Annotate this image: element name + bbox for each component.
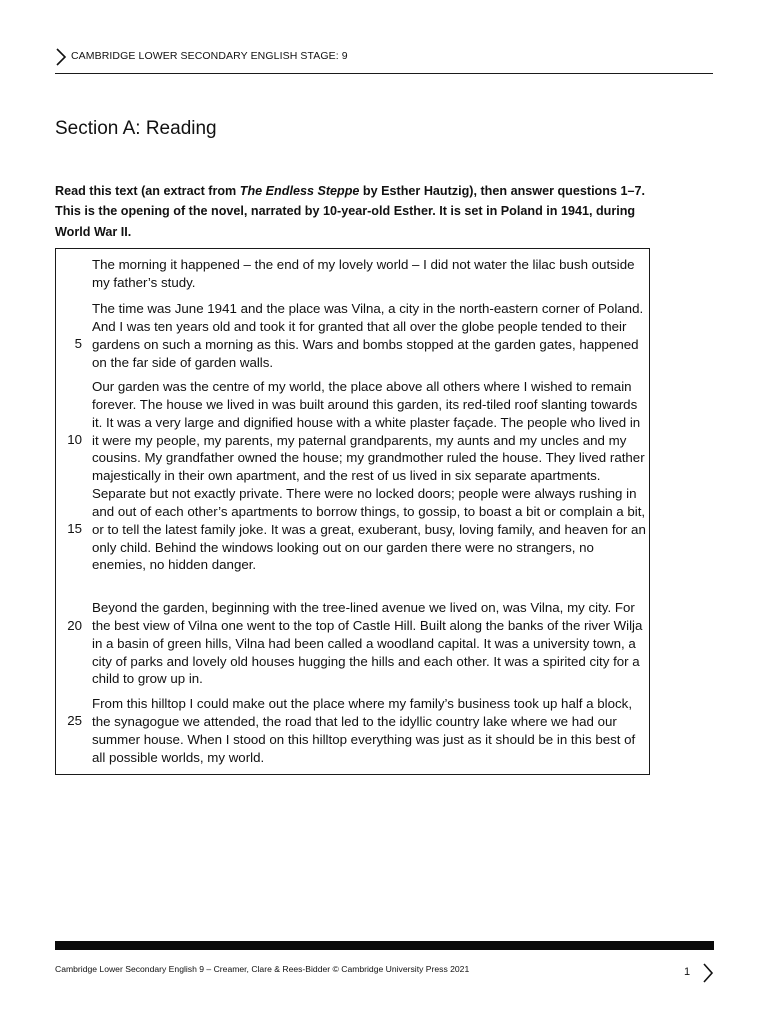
instructions-rest: by Esther Hautzig), then answer questions 1–7. This is the opening of the novel, narrated by 10-year-old Esther. It is set in Poland in 1941, during World War II. (55, 184, 645, 239)
extract-paragraph: Our garden was the centre of my world, the place above all others where I wished to remain forever. The house we lived in was built around this garden, its red-tiled roof slanting towards it. It was a very large and dignified house with a white plaster façade. The people who lived in it were my people, my parents, my paternal grandparents, my aunts and my uncles and my cousins. My grandfather owned the house; my grandmother ruled the house. They lived rather majestically in their own apartment, and the rest of us lived in six separate apartments. Separate but not exactly private. There were no locked doors; people were always rushing in and out of each other’s apartments to borrow things, to gossip, to boast a bit or complain a bit, or to tell the latest family joke. It was a great, exuberant, busy, loving family, and heaven for an only child. Behind the windows looking out on our garden there were no strangers, no enemies, no hidden danger. (92, 379, 646, 573)
line-number: 20 (67, 618, 82, 633)
running-header (55, 46, 713, 74)
section-title: Section A: Reading (55, 118, 217, 139)
line-number: 15 (67, 521, 82, 536)
extract-paragraph: The time was June 1941 and the place was Vilna, a city in the north-eastern corner of Poland. And I was ten years old and took it for granted that all over the globe people tended to their gardens on such a morning as this. Wars and bombs stopped at the garden gates, happened on the far side of garden walls. (92, 301, 644, 370)
page-number: 1 (684, 966, 691, 978)
line-number: 10 (67, 432, 82, 447)
extract-box (55, 248, 650, 775)
extract-paragraph: The morning it happened – the end of my lovely world – I did not water the lilac bush outside my father’s study. (92, 257, 635, 290)
footer-credit: Cambridge Lower Secondary English 9 – Creamer, Clare & Rees-Bidder © Cambridge University Press 2021 (55, 964, 470, 974)
extract-paragraph: From this hilltop I could make out the place where my family’s business took up half a block, the synagogue we attended, the road that led to the idyllic country lake where we had our summer house. When I stood on this hilltop everything was just as it should be in this best of all possible worlds, my world. (92, 696, 636, 765)
book-title: The Endless Steppe (239, 184, 360, 198)
line-number: 25 (67, 713, 82, 728)
instructions (55, 181, 655, 242)
extract-paragraph: Beyond the garden, beginning with the tree-lined avenue we lived on, was Vilna, my city. For the best view of Vilna one went to the top of Castle Hill. Built along the banks of the river Wilja in a basin of green hills, Vilna had been called a woodland capital. It was a university town, a city of parks and lovely old houses hugging the hills and each other. It was a spirited city for a child to grow up in. (92, 600, 643, 687)
line-number: 5 (74, 336, 82, 351)
chevron-right-icon (55, 48, 67, 66)
header-title: CAMBRIDGE LOWER SECONDARY ENGLISH STAGE: 9 (71, 50, 348, 62)
chevron-right-icon[interactable] (702, 963, 714, 983)
footer-rule (55, 941, 714, 950)
instructions-lead: Read this text (an extract from (55, 184, 240, 198)
